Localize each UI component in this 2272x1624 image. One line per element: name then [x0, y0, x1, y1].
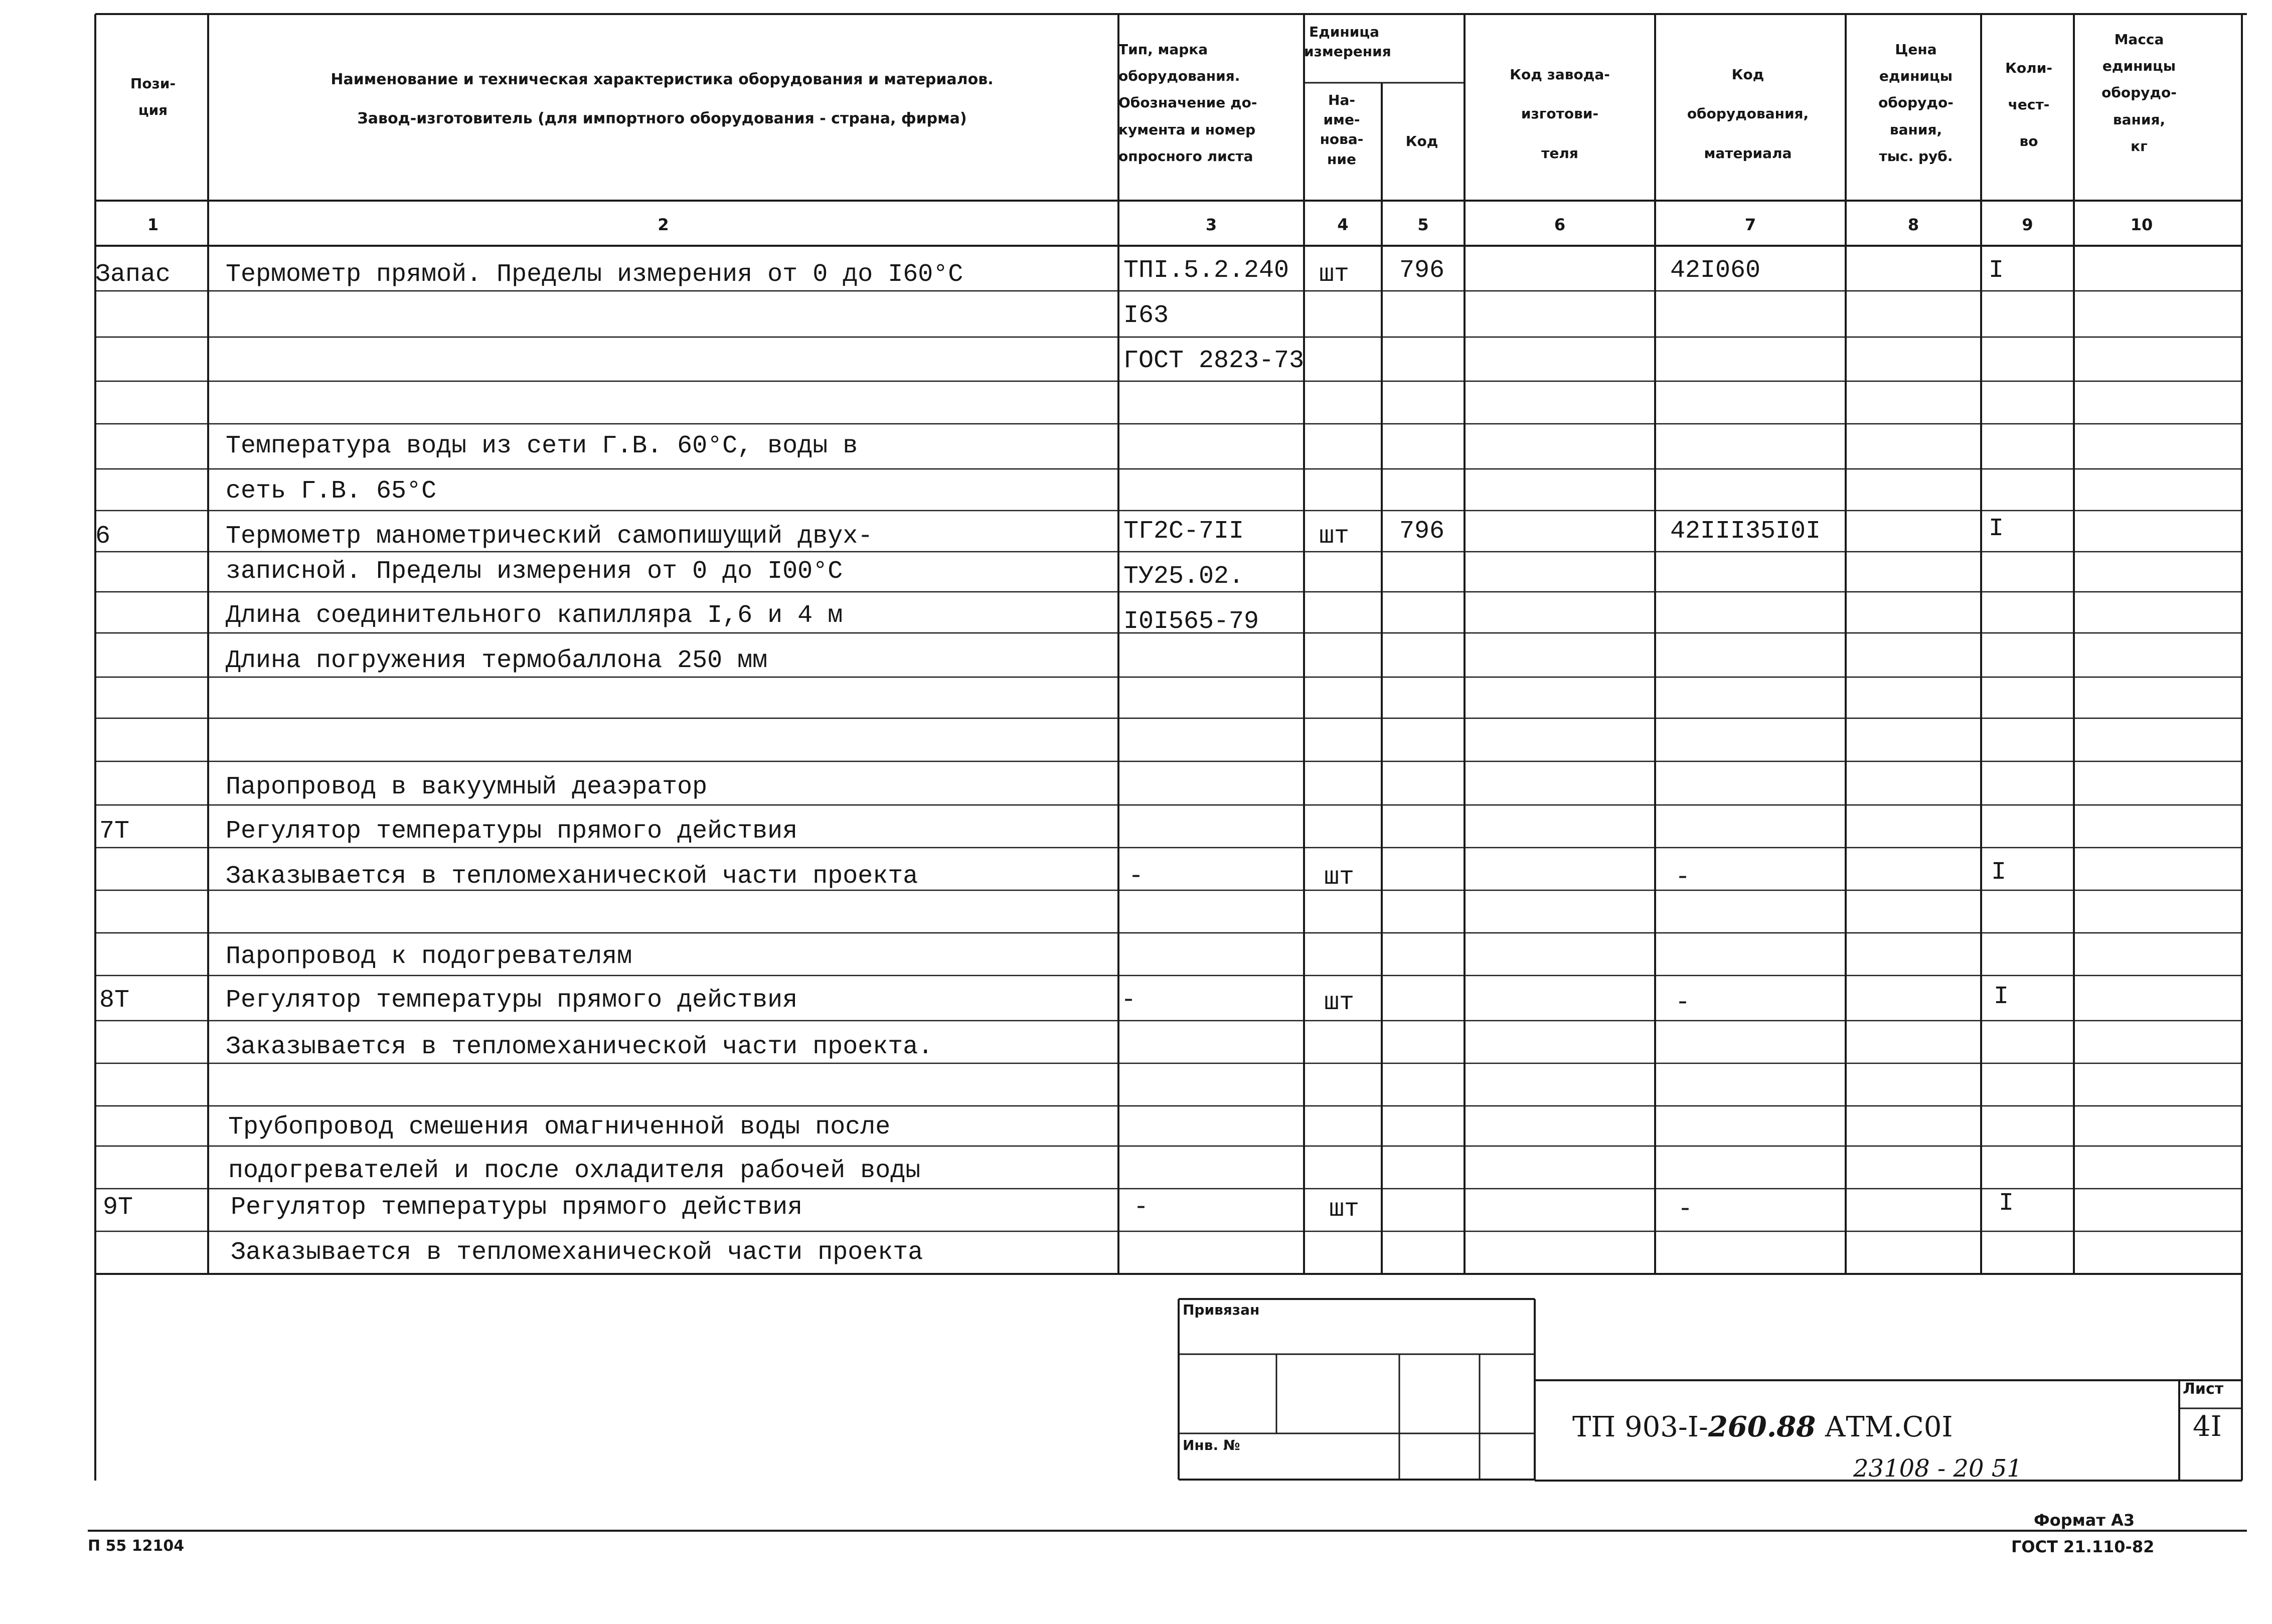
row-unit: шт: [1319, 260, 1350, 289]
row-position: 9Т: [103, 1193, 133, 1222]
row-name: подогревателей и после охладителя рабочей воды: [228, 1157, 921, 1185]
column-number: 3: [1205, 215, 1217, 234]
bound-label: Привязан: [1183, 1302, 1260, 1318]
header-unit-name: На- име- нова- ние: [1320, 92, 1364, 168]
column-number: 6: [1554, 215, 1566, 234]
row-name: Термометр прямой. Пределы измерения от 0 до I60°C: [226, 260, 963, 289]
row-name: Трубопровод смешения омагниченной воды после: [228, 1113, 891, 1142]
row-unit: шт: [1324, 989, 1355, 1017]
row-unit-code: 796: [1399, 517, 1445, 546]
header-unit-code: Код: [1405, 133, 1438, 149]
row-name: Заказывается в тепломеханической части проекта.: [226, 1033, 933, 1061]
row-type: I0I565-79: [1123, 607, 1259, 636]
column-number: 2: [658, 215, 669, 234]
header-factory-code: Код завода- изготови- теля: [1510, 66, 1610, 161]
row-equip-code: 42I060: [1670, 256, 1761, 285]
row-name: Регулятор температуры прямого действия: [226, 986, 798, 1015]
title-block-frame: [1179, 1299, 2242, 1481]
row-name: Паропровод к подогревателям: [226, 942, 632, 971]
sheet-label: Лист: [2183, 1380, 2224, 1398]
header-price: Цена единицы оборудо- вания, тыс. руб.: [1878, 41, 1954, 165]
column-number: 1: [147, 215, 159, 234]
row-unit: шт: [1324, 863, 1355, 892]
row-name: Регулятор температуры прямого действия: [226, 817, 798, 846]
format-label: Формат А3: [2034, 1511, 2135, 1530]
row-name: Температура воды из сети Г.В. 60°С, воды в: [226, 432, 858, 460]
header-name: Наименование и техническая характеристика оборудования и материалов. Завод-изготовитель (для импортного оборудования - страна, фирма): [331, 71, 994, 127]
row-qty: I: [1991, 858, 2007, 887]
column-number: 7: [1744, 215, 1756, 234]
doc-prefix: ТП 903-I-: [1572, 1411, 1708, 1443]
archive-number: 23108 - 20 51: [1853, 1454, 2022, 1483]
row-position: Запас: [95, 260, 171, 289]
row-type: ТУ25.02.: [1123, 562, 1244, 591]
row-equip-code: -: [1675, 989, 1691, 1017]
column-number: 10: [2130, 215, 2153, 234]
row-name: Паропровод в вакуумный деаэратор: [226, 773, 708, 801]
header-equip-code: Код оборудования, материала: [1687, 66, 1809, 161]
column-number: 4: [1337, 215, 1349, 234]
row-unit: шт: [1329, 1195, 1360, 1224]
row-type: ТГ2С-7II: [1123, 517, 1244, 546]
row-equip-code: -: [1675, 863, 1691, 892]
header-pos: Пози- ция: [130, 75, 176, 119]
row-equip-code: -: [1678, 1195, 1693, 1224]
row-type: I63: [1123, 301, 1169, 330]
inventory-label: Инв. №: [1183, 1437, 1240, 1453]
row-type: -: [1128, 862, 1144, 891]
sheet-number: 4I: [2193, 1410, 2222, 1443]
row-qty: I: [1989, 256, 2004, 285]
header-mass: Масса единицы оборудо- вания, кг: [2101, 31, 2177, 154]
doc-handwritten-number: 260.88: [1708, 1410, 1816, 1443]
row-qty: I: [1999, 1189, 2014, 1218]
doc-suffix: АТМ.С0I: [1816, 1411, 1953, 1443]
row-name: Регулятор температуры прямого действия: [231, 1193, 803, 1222]
form-code: П 55 12104: [88, 1537, 185, 1555]
header-unit-group: Единица измерения: [1304, 24, 1391, 60]
row-unit: шт: [1319, 522, 1350, 551]
column-number: 5: [1417, 215, 1429, 234]
row-position: 8Т: [99, 986, 130, 1015]
row-qty: I: [1989, 515, 2004, 543]
header-type: Тип, марка оборудования. Обозначение до- кумента и номер опросного листа: [1118, 41, 1257, 165]
row-qty: I: [1994, 983, 2009, 1011]
header-qty: Коли- чест- во: [2005, 60, 2052, 149]
row-name: Заказывается в тепломеханической части проекта: [231, 1238, 923, 1267]
gost-label: ГОСТ 21.110-82: [2011, 1537, 2155, 1556]
row-position: 6: [95, 522, 111, 551]
row-name: Длина погружения термобаллона 250 мм: [226, 646, 768, 675]
row-equip-code: 42III35I0I: [1670, 517, 1821, 546]
row-position: 7Т: [99, 817, 130, 846]
row-type: -: [1133, 1193, 1149, 1222]
row-type: -: [1121, 986, 1137, 1015]
row-name: Заказывается в тепломеханической части проекта: [226, 862, 918, 891]
row-name: Длина соединительного капилляра I,6 и 4 м: [226, 601, 843, 630]
row-name: записной. Пределы измерения от 0 до I00°С: [226, 557, 843, 586]
row-name: сеть Г.В. 65°С: [226, 477, 437, 506]
document-designation: [1572, 1410, 1953, 1443]
column-number: 9: [2022, 215, 2033, 234]
row-type: ГОСТ 2823-73: [1123, 347, 1305, 375]
column-number: 8: [1907, 215, 1919, 234]
row-name: Термометр манометрический самопишущий двух-: [226, 522, 873, 551]
row-unit-code: 796: [1399, 256, 1445, 285]
row-type: ТПI.5.2.240: [1123, 256, 1289, 285]
